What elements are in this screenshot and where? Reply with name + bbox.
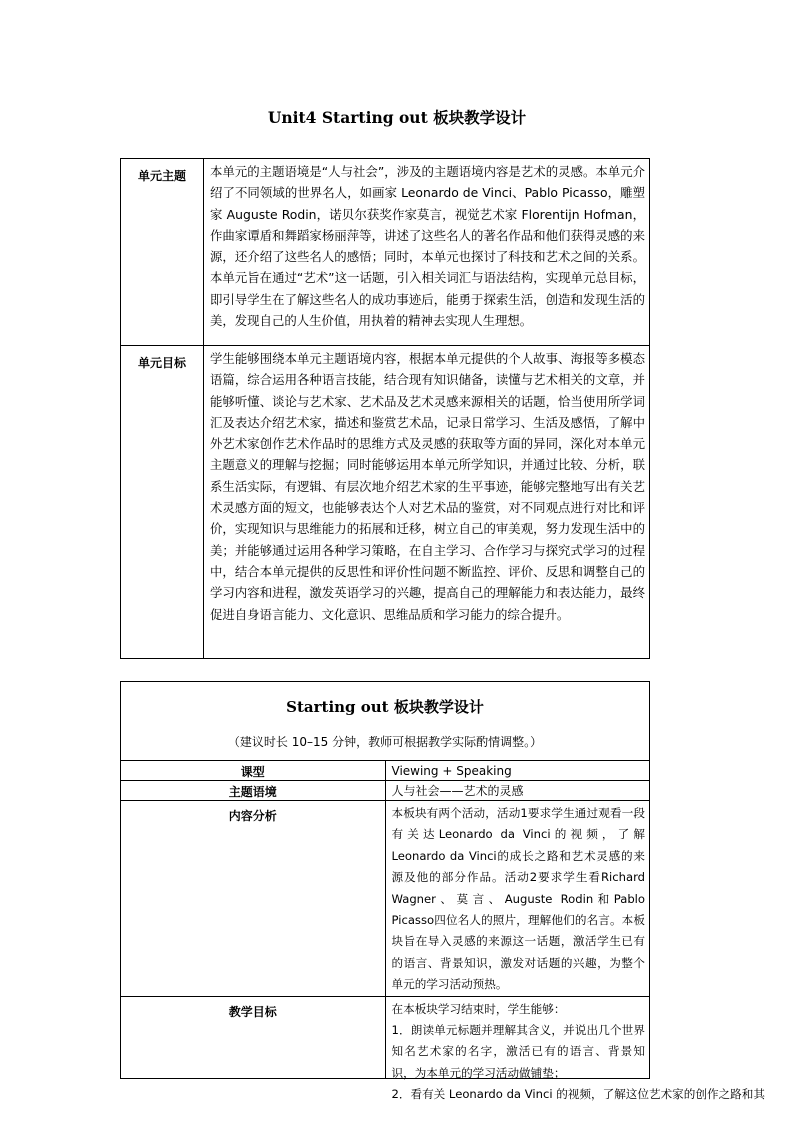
row-label-unit-theme: 单元主题	[137, 169, 186, 183]
row-label-content-analysis: 内容分析	[228, 809, 277, 823]
teaching-goals-cell	[385, 996, 765, 1102]
content-analysis-text: 本板块有两个活动，活动1要求学生通过观看一段有关达Leonardo da Vinci的视频，了解Leonardo da Vinci的成长之路和艺术灵感的来源及他的部分作品。活动2要求学生看Richard Wagner、莫言、Auguste Rodin和Pablo Picasso四位名人的照片，理解他们的名言。本板块旨在导入灵感的来源这一话题，激活学生已有的语言、背景知识，激发对话题的兴趣，为整个单元的学习活动预热。	[391, 806, 645, 992]
row-label-cell	[121, 801, 386, 997]
section-subtitle: （建议时长 10–15 分钟，教师可根据教学实际酌情调整。）	[227, 735, 543, 749]
section-header-cell	[121, 682, 650, 761]
row-label-unit-goals: 单元目标	[137, 356, 186, 370]
teaching-goal-item: 1．朗读单元标题并理解其含义，并说出几个世界知名艺术家的名字，激活已有的语言、背景知识，为本单元的学习活动做铺垫；	[391, 1023, 645, 1080]
row-label-cell	[121, 159, 204, 346]
content-analysis-cell	[385, 801, 650, 997]
table-row	[121, 346, 650, 659]
teaching-goal-item: 2．看有关 Leonardo da Vinci 的视频，了解这位艺术家的创作之路和其	[391, 1087, 765, 1102]
row-label-cell	[121, 781, 386, 801]
section-title: Starting out 板块教学设计	[286, 698, 484, 716]
unit-theme-content	[204, 159, 650, 346]
theme-context-value: 人与社会——艺术的灵感	[385, 781, 650, 801]
row-label-theme-context: 主题语境	[228, 785, 277, 799]
teaching-goals-intro: 在本板块学习结束时，学生能够：	[391, 1001, 566, 1016]
unit-goals-text: 学生能够围绕本单元主题语境内容，根据本单元提供的个人故事、海报等多模态语篇，综合运用各种语言技能，结合现有知识储备，读懂与艺术相关的文章，并能够听懂、谈论与艺术家、艺术品及艺术灵感来源相关的话题，恰当使用所学词汇及表达介绍艺术家，描述和鉴赏艺术品，记录日常学习、生活及感悟，了解中外艺术家创作艺术作品时的思维方式及灵感的获取等方面的异同，深化对本单元主题意义的理解与挖掘；同时能够运用本单元所学知识，并通过比较、分析，联系生活实际，有逻辑、有层次地介绍艺术家的生平事迹，能够完整地写出有关艺术灵感方面的短文，也能够表达个人对艺术品的鉴赏，对不同观点进行对比和评价，实现知识与思维能力的拓展和迁移，树立自己的审美观，努力发现生活中的美；并能够通过运用各种学习策略，在自主学习、合作学习与探究式学习的过程中，结合本单元提供的反思性和评价性问题不断监控、评价、反思和调整自己的学习内容和进程，激发英语学习的兴趣，提高自己的理解能力和表达能力，最终促进自身语言能力、文化意识、思维品质和学习能力的综合提升。	[210, 351, 645, 622]
document-title: Unit4 Starting out 板块教学设计	[267, 108, 527, 127]
table-row	[121, 781, 650, 801]
row-label-cell	[121, 996, 386, 1078]
unit-goals-content	[204, 346, 650, 659]
unit-overview-table	[120, 158, 650, 659]
table-row	[121, 801, 650, 997]
unit-theme-text: 本单元的主题语境是“人与社会”，涉及的主题语境内容是艺术的灵感。本单元介绍了不同领域的世界名人，如画家 Leonardo de Vinci、Pablo Picasso，雕塑家 Auguste Rodin，诺贝尔获奖作家莫言，视觉艺术家 Florentijn Hofman，作曲家谭盾和舞蹈家杨丽萍等，讲述了这些名人的著名作品和他们获得灵感的来源，还介绍了这些名人的感悟；同时，本单元也探讨了科技和艺术之间的关系。本单元旨在通过“艺术”这一话题，引入相关词汇与语法结构，实现单元总目标，即引导学生在了解这些名人的成功事迹后，能勇于探索生活，创造和发现生活的美，发现自己的人生价值，用执着的精神去实现人生理想。	[210, 164, 645, 329]
table-row	[121, 159, 650, 346]
row-label-teaching-goals: 教学目标	[228, 1004, 277, 1019]
table-row	[121, 761, 650, 781]
row-label-cell	[121, 761, 386, 781]
table-row	[121, 996, 650, 1078]
table-row	[121, 682, 650, 761]
lesson-type-value: Viewing + Speaking	[385, 761, 650, 781]
row-label-lesson-type: 课型	[240, 765, 265, 779]
starting-out-table	[120, 681, 765, 1102]
row-label-cell	[121, 346, 204, 659]
